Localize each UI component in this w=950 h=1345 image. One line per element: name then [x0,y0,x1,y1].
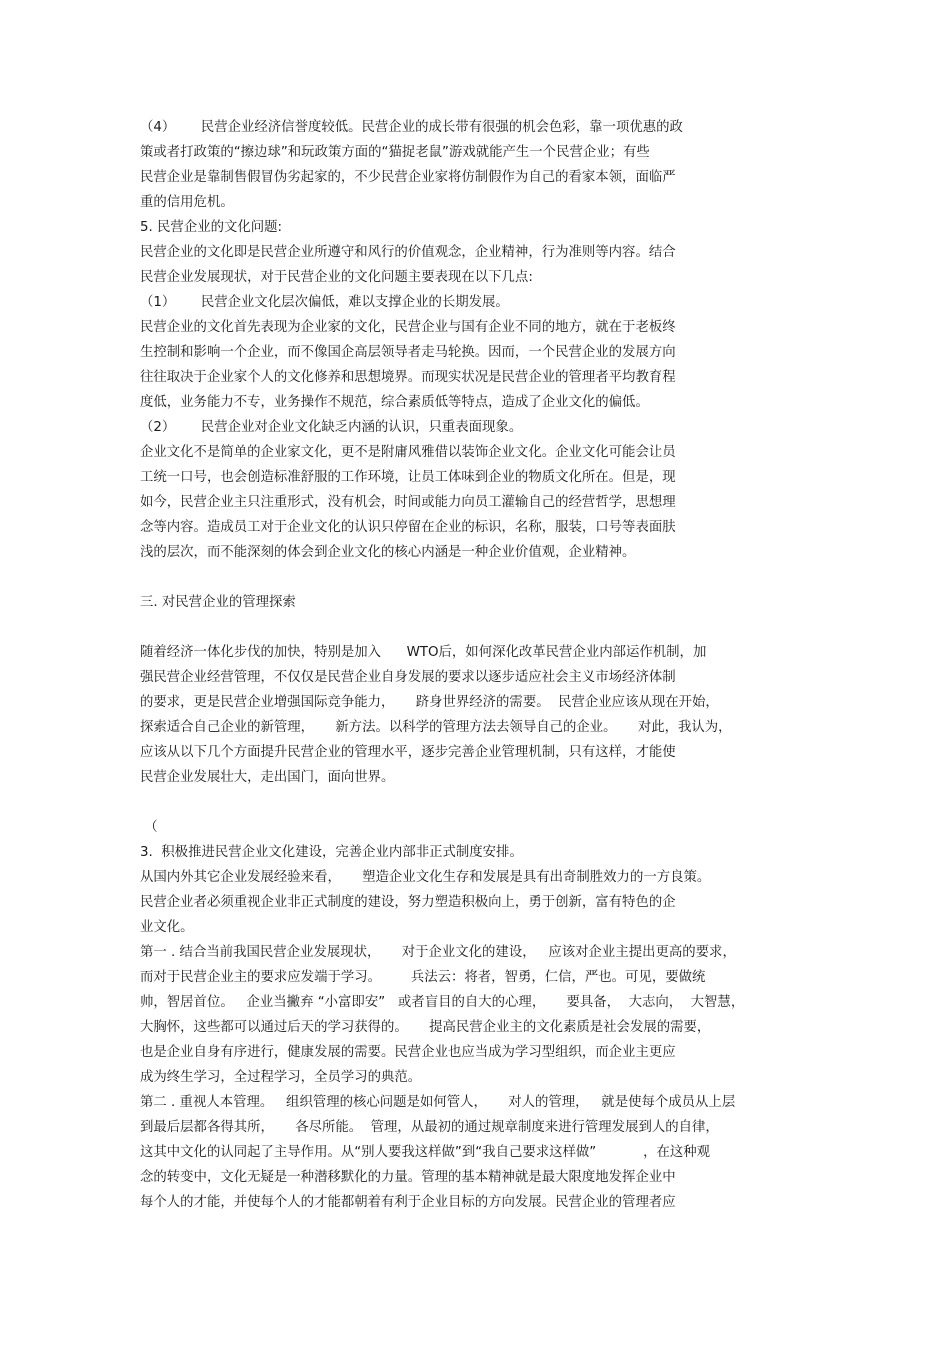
text-line: 探索适合自己企业的新管理， 新方法。以科学的管理方法去领导自己的企业。 对此，我认为， [140,720,732,735]
text-line: 工统一口号，也会创造标准舒服的工作环境，让员工体味到企业的物质文化所在。但是，现 [140,470,676,485]
text-line: 民营企业者必须重视企业非正式制度的建设，努力塑造积极向上，勇于创新，富有特色的企 [140,895,676,910]
text-line: 从国内外其它企业发展经验来看， 塑造企业文化生存和发展是具有出奇制胜效力的一方良策。 [140,870,711,885]
text-line: 第二 . 重视人本管理。 组织管理的核心问题是如何管人， 对人的管理， 就是使每个成员从上层 [140,1095,736,1110]
text-line: 生控制和影响一个企业，而不像国企高层领导者走马轮换。因而，一个民营企业的发展方向 [140,345,676,360]
text-line: 念等内容。造成员工对于企业文化的认识只停留在企业的标识，名称，服装，口号等表面肤 [140,520,676,535]
section-heading: 三. 对民营企业的管理探索 [140,595,296,610]
text-line: 应该从以下几个方面提升民营企业的管理水平，逐步完善企业管理机制，只有这样，才能使 [140,745,676,760]
text-line: 重的信用危机。 [140,195,234,210]
text-line: （ [140,820,158,835]
text-line: 民营企业的文化首先表现为企业家的文化，民营企业与国有企业不同的地方，就在于老板终 [140,320,676,335]
text-line: 民营企业是靠制售假冒伪劣起家的，不少民营企业家将仿制假作为自己的看家本领，面临严 [140,170,676,185]
text-line: 民营企业发展壮大，走出国门，面向世界。 [140,770,395,785]
text-line: 到最后层都各得其所， 各尽所能。 管理，从最初的通过规章制度来进行管理发展到人的自律， [140,1120,719,1135]
text-line: 第一 . 结合当前我国民营企业发展现状， 对于企业文化的建设， 应该对企业主提出更高的要求， [140,945,736,960]
text-line: 业文化。 [140,920,194,935]
section-heading: 3. 积极推进民营企业文化建设，完善企业内部非正式制度安排。 [140,845,523,860]
section-heading: 5. 民营企业的文化问题: [140,220,283,235]
text-line: （4） 民营企业经济信誉度较低。民营企业的成长带有很强的机会色彩，靠一项优惠的政 [140,120,683,135]
text-line: 也是企业自身有序进行，健康发展的需要。民营企业也应当成为学习型组织，而企业主更应 [140,1045,676,1060]
text-line: 策或者打政策的“擦边球”和玩政策方面的“猫捉老鼠”游戏就能产生一个民营企业；有些 [140,145,650,160]
text-line: 念的转变中，文化无疑是一种潜移默化的力量。管理的基本精神就是最大限度地发挥企业中 [140,1170,676,1185]
text-line: （2） 民营企业对企业文化缺乏内涵的认识，只重表面现象。 [140,420,523,435]
text-line: （1） 民营企业文化层次偏低，难以支撑企业的长期发展。 [140,295,509,310]
text-line: 随着经济一体化步伐的加快，特别是加入 WTO后，如何深化改革民营企业内部运作机制，加 [140,645,707,660]
text-line: 成为终生学习，全过程学习，全员学习的典范。 [140,1070,422,1085]
text-line: 浅的层次，而不能深刻的体会到企业文化的核心内涵是一种企业价值观，企业精神。 [140,545,636,560]
text-line: 的要求，更是民营企业增强国际竞争能力， 跻身世界经济的需要。 民营企业应该从现在开始， [140,695,719,710]
text-line: 这其中文化的认同起了主导作用。从“别人要我这样做”到“我自己要求这样做” ，在这种观 [140,1145,711,1160]
text-line: 帅，智居首位。 企业当撇弃 “小富即安” 或者盲目的自大的心理， 要具备， 大志向， 大智慧， [140,995,745,1010]
text-line: 民营企业发展现状，对于民营企业的文化问题主要表现在以下几点: [140,270,533,285]
text-line: 企业文化不是简单的企业家文化，更不是附庸风雅借以装饰企业文化。企业文化可能会让员 [140,445,676,460]
text-line: 度低，业务能力不专，业务操作不规范，综合素质低等特点，造成了企业文化的偏低。 [140,395,649,410]
text-line: 民营企业的文化即是民营企业所遵守和风行的价值观念，企业精神，行为准则等内容。结合 [140,245,676,260]
text-line: 每个人的才能，并使每个人的才能都朝着有利于企业目标的方向发展。民营企业的管理者应 [140,1195,676,1210]
text-line: 如今，民营企业主只注重形式，没有机会，时间或能力向员工灌输自己的经营哲学，思想理 [140,495,676,510]
text-line: 强民营企业经营管理，不仅仅是民营企业自身发展的要求以逐步适应社会主义市场经济体制 [140,670,676,685]
text-line: 而对于民营企业主的要求应发端于学习。 兵法云：将者，智勇，仁信，严也。可见，要做统 [140,970,706,985]
text-line: 往往取决于企业家个人的文化修养和思想境界。而现实状况是民营企业的管理者平均教育程 [140,370,676,385]
text-line: 大胸怀，这些都可以通过后天的学习获得的。 提高民营企业主的文化素质是社会发展的需要， [140,1020,711,1035]
